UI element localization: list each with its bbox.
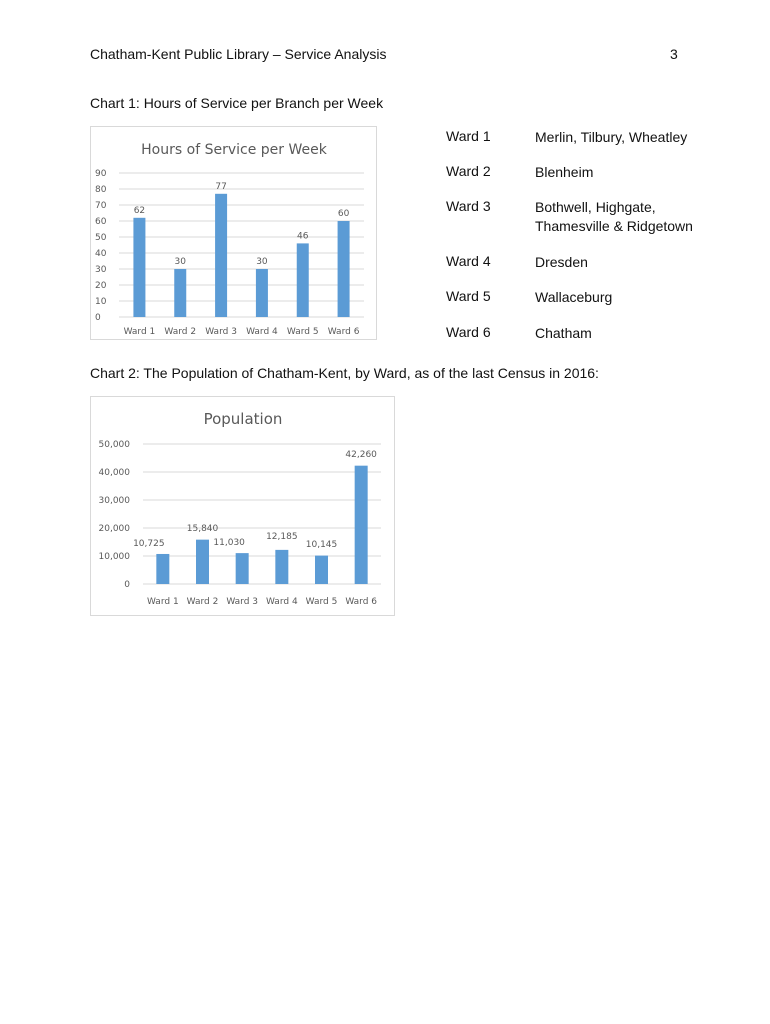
y-tick-label: 70 bbox=[95, 201, 107, 211]
chart-title: Hours of Service per Week bbox=[141, 142, 327, 158]
y-tick-label: 20,000 bbox=[98, 524, 130, 534]
x-category-label: Ward 3 bbox=[205, 327, 237, 337]
data-label: 60 bbox=[337, 209, 350, 219]
hours-chart-svg bbox=[91, 127, 376, 339]
y-tick-label: 90 bbox=[95, 169, 107, 179]
ward-branches: Blenheim bbox=[535, 164, 594, 180]
data-label: 46 bbox=[297, 231, 309, 242]
bar bbox=[297, 243, 309, 317]
ward-branches: Bothwell, Highgate, Thamesville & Ridgetown bbox=[535, 199, 693, 234]
y-tick-label: 40 bbox=[95, 249, 107, 259]
x-category-label: Ward 4 bbox=[265, 597, 298, 607]
data-label: 12,185 bbox=[266, 532, 298, 542]
data-label: 10,725 bbox=[133, 539, 165, 549]
x-category-label: Ward 1 bbox=[146, 597, 179, 607]
x-category-label: Ward 6 bbox=[345, 597, 378, 607]
ward-branches: Dresden bbox=[535, 254, 588, 270]
y-tick-label: 0 bbox=[124, 580, 130, 590]
y-tick-label: 0 bbox=[95, 313, 101, 323]
bar bbox=[256, 269, 268, 317]
y-tick-label: 50,000 bbox=[98, 440, 130, 450]
page-number: 3 bbox=[670, 46, 678, 62]
chart1-caption: Chart 1: Hours of Service per Branch per Week bbox=[90, 95, 384, 111]
data-label: 11,030 bbox=[213, 538, 245, 548]
ward-name: Ward 2 bbox=[446, 163, 491, 179]
bar bbox=[196, 540, 209, 584]
bar bbox=[174, 269, 186, 317]
x-category-label: Ward 2 bbox=[186, 597, 219, 607]
bar bbox=[156, 554, 169, 584]
ward-name: Ward 5 bbox=[446, 288, 491, 304]
bar bbox=[355, 466, 368, 584]
bar bbox=[133, 218, 145, 317]
ward-name: Ward 1 bbox=[446, 128, 491, 144]
y-tick-label: 40,000 bbox=[98, 468, 130, 478]
population-chart bbox=[90, 396, 395, 616]
data-label: 15,840 bbox=[186, 524, 219, 534]
data-label: 42,260 bbox=[345, 450, 377, 460]
bar bbox=[236, 553, 249, 584]
y-tick-label: 20 bbox=[95, 281, 107, 291]
data-label: 62 bbox=[133, 205, 146, 216]
x-category-label: Ward 2 bbox=[164, 327, 197, 337]
x-category-label: Ward 5 bbox=[305, 597, 338, 607]
y-tick-label: 30 bbox=[95, 265, 107, 275]
ward-branches: Wallaceburg bbox=[535, 289, 613, 305]
x-category-label: Ward 1 bbox=[123, 327, 156, 337]
y-tick-label: 50 bbox=[95, 233, 107, 243]
page-header-title: Chatham-Kent Public Library – Service Analysis bbox=[90, 46, 387, 62]
x-category-label: Ward 3 bbox=[226, 597, 259, 607]
chart2-caption: Chart 2: The Population of Chatham-Kent, by Ward, as of the last Census in 2016: bbox=[90, 365, 599, 381]
ward-name: Ward 4 bbox=[446, 253, 491, 269]
ward-branches: Chatham bbox=[535, 325, 592, 341]
data-label: 30 bbox=[174, 257, 186, 267]
x-category-label: Ward 6 bbox=[327, 327, 360, 337]
data-label: 10,145 bbox=[305, 540, 338, 550]
ward-name: Ward 6 bbox=[446, 324, 491, 340]
ward-branches: Merlin, Tilbury, Wheatley bbox=[535, 129, 688, 145]
ward-name: Ward 3 bbox=[446, 198, 491, 214]
bar bbox=[338, 221, 350, 317]
y-tick-label: 80 bbox=[95, 185, 107, 195]
hours-of-service-chart bbox=[90, 126, 377, 340]
y-tick-label: 60 bbox=[95, 217, 107, 227]
y-tick-label: 10 bbox=[95, 297, 107, 307]
x-category-label: Ward 5 bbox=[286, 327, 319, 337]
bar bbox=[215, 194, 227, 317]
y-tick-label: 10,000 bbox=[98, 552, 130, 562]
x-category-label: Ward 4 bbox=[246, 327, 278, 337]
population-chart-svg bbox=[91, 397, 394, 615]
y-tick-label: 30,000 bbox=[98, 496, 130, 506]
chart-title: Population bbox=[203, 410, 283, 428]
bar bbox=[315, 556, 328, 584]
bar bbox=[275, 550, 288, 584]
data-label: 77 bbox=[215, 181, 227, 192]
data-label: 30 bbox=[256, 257, 268, 267]
